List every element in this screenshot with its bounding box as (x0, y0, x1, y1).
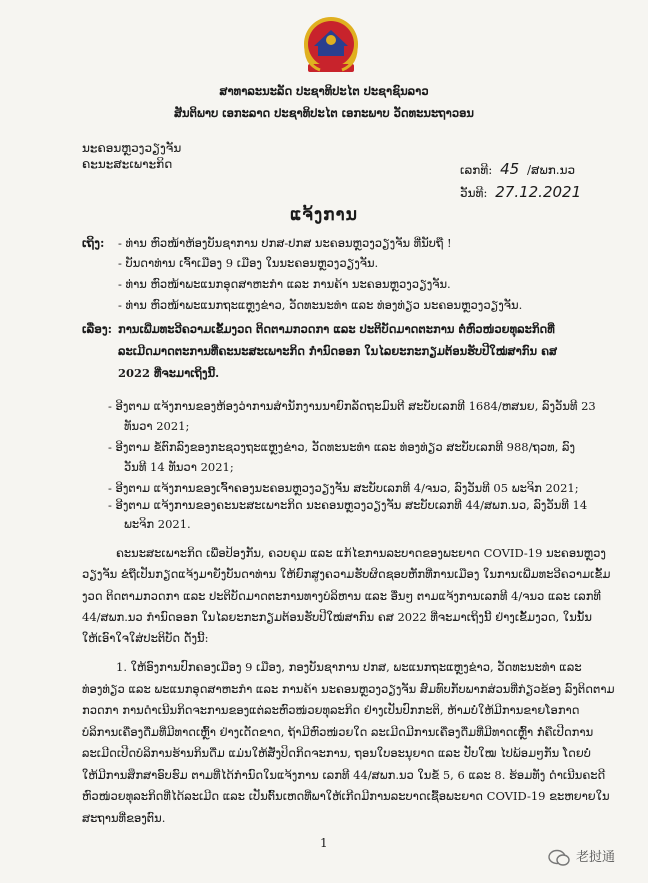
reference-item: - ອີງຕາມ ແຈ້ງການຂອງຫ້ອງວ່າການສຳນັກງານນາຍົກລັດຖະມົນຕີ ສະບັບເລກທີ 1684/ຫສນຍ, ລົງວັນທີ 23 (108, 399, 596, 413)
document-date-label: ວັນທີ: (460, 186, 488, 200)
body-paragraph-line: ຄະນະສະເພາະກິດ ເພື່ອປ້ອງກັນ, ຄວບຄຸມ ແລະ ແກ້ໄຂການລະບາດຂອງພະຍາດ COVID-19 ນະຄອນຫຼວງ (116, 546, 606, 560)
header-motto: ສັນຕິພາບ ເອກະລາດ ປະຊາທິປະໄຕ ເອກະພາບ ວັດທະນະຖາວອນ (173, 106, 475, 120)
document-title: ແຈ້ງການ (290, 205, 358, 225)
document-number (460, 160, 575, 178)
body-paragraph-line: 44/ສພກ.ນວ ກຳນົດອອກ ໃນໄລຍະກະກຽມຕ້ອນຮັບປີໃໝ່ສາກົນ ຄສ 2022 ທີ່ຈະມາເຖິງນີ້ ຢ່າງເຂັ້ມງວດ, ໃນນັ້ນ (82, 610, 592, 624)
subject-label: ເລື່ອງ: (82, 322, 113, 336)
reference-item-continued: ພະຈິກ 2021. (124, 517, 191, 531)
subject-line: 2022 ທີ່ຈະມາເຖິງນີ້. (118, 366, 220, 380)
body-paragraph-line: ໃຫ້ເອົາໃຈໃສ່ປະຕິບັດ ດັ່ງນີ້: (82, 631, 209, 645)
chat-bubble-icon (548, 849, 570, 867)
body-paragraph-line: ງວດ ຕິດຕາມກວດກາ ແລະ ປະຕິບັດມາດຕະການທາງບໍລິຫານ ແລະ ອື່ນໆ ຕາມແຈ້ງການເລກທີ 4/ຈນວ ແລະ ເລກທີ (82, 589, 601, 603)
reference-item-continued: ວັນທີ 14 ທັນວາ 2021; (124, 460, 234, 474)
reference-item: - ອີງຕາມ ແຈ້ງການຂອງເຈົ້າຄອງນະຄອນຫຼວງວຽງຈັນ ສະບັບເລກທີ 4/ຈນວ, ລົງວັນທີ 05 ພະຈິກ 2021; (108, 481, 579, 495)
document-number-label: ເລກທີ: (460, 163, 493, 177)
org-city: ນະຄອນຫຼວງວຽງຈັນ (82, 141, 182, 155)
document-number-value: 45 (500, 160, 520, 178)
item-1-line: ທ່ອງທ່ຽວ ແລະ ພະແນກອຸດສາຫະກຳ ແລະ ການຄ້າ ນະຄອນຫຼວງວຽງຈັນ ສົມທົບກັບພາກສ່ວນທີ່ກ່ຽວຂ້ອງ ລົງຕິດຕາມ (82, 682, 615, 696)
header-country: ສາທາລະນະລັດ ປະຊາທິປະໄຕ ປະຊາຊົນລາວ (219, 84, 429, 98)
document-date-value: 27.12.2021 (495, 183, 582, 201)
recipients-label: ເຖິງ: (82, 236, 105, 250)
body-paragraph-line: ວຽງຈັນ ຂໍຖືເປັນກຽດແຈ້ງມາຍັງບັນດາທ່ານ ໃຫ້ຍົກສູງຄວາມຮັບຜິດຊອບຫັກທີ່ການເມືອງ ໃນການເພີ່ມທະວີຄວາມເຂັ້ມ (82, 567, 611, 581)
item-1-line: ກວດກາ ການດຳເນີນກິດຈະການຂອງແຕ່ລະຫົວໜ່ວຍທຸລະກິດ ຢ່າງເປັນປົກກະຕິ, ຫ້າມບໍ່ໃຫ້ມີການຂາຍໂອກາດ (82, 703, 580, 717)
reference-item: - ອີງຕາມ ຂໍ້ຕົກລົງຂອງກະຊວງຖະແຫຼງຂ່າວ, ວັດທະນະທຳ ແລະ ທ່ອງທ່ຽວ ສະບັບເລກທີ 988/ຖວທ, ລົງ (108, 440, 576, 454)
document-date (460, 183, 585, 201)
recipient-item: - ທ່ານ ຫົວໜ້າພະແນກຖະແຫຼງຂ່າວ, ວັດທະນະທຳ ແລະ ທ່ອງທ່ຽວ ນະຄອນຫຼວງວຽງຈັນ. (118, 298, 523, 312)
recipient-item: - ບັນດາທ່ານ ເຈົ້າເມືອງ 9 ເມືອງ ໃນນະຄອນຫຼວງວຽງຈັນ. (118, 256, 379, 270)
item-1-line: ບໍລິການເຄື່ອງດື່ມທີ່ມີທາດເຫຼົ້າ ຢ່າງເດັດຂາດ, ຖ້າມີຫົວໜ່ວຍໃດ ລະເມີດມີການເຄື່ອງດື່ມທີ່ມີທາດເຫຼົ້າ ກໍ່ຄືເປີດການ (82, 725, 594, 739)
document-number-suffix: /ສພກ.ນວ (527, 163, 576, 177)
item-1-line: 1. ໃຫ້ອົງການປົກຄອງເມືອງ 9 ເມືອງ, ກອງບັນຊາການ ປກສ, ພະແນກຖະແຫຼງຂ່າວ, ວັດທະນະທຳ ແລະ (116, 660, 582, 674)
watermark-text: 老挝通 (576, 850, 616, 865)
item-1-line: ໃຫ້ມີການສຶກສາອົບຮົມ ຕາມທີ່ໄດ້ກຳນົດໃນແຈ້ງການ ເລກທີ 44/ສພກ.ນວ ໃນຂໍ້ 5, 6 ແລະ 8. ຮ້ອມທັງ ດຳເນີນຄະດີ (82, 768, 606, 782)
recipient-item: - ທ່ານ ຫົວໜ້າພະແນກອຸດສາຫະກຳ ແລະ ການຄ້າ ນະຄອນຫຼວງວຽງຈັນ. (118, 277, 451, 291)
reference-item: - ອີງຕາມ ແຈ້ງການຂອງຄະນະສະເພາະກິດ ນະຄອນຫຼວງວຽງຈັນ ສະບັບເລກທີ 44/ສພກ.ນວ, ລົງວັນທີ 14 (108, 498, 588, 512)
page-number: 1 (320, 836, 328, 850)
org-committee: ຄະນະສະເພາະກິດ (82, 157, 173, 171)
item-1-line: ສະຖານທີ່ຂອງຕົນ. (82, 811, 166, 825)
recipient-item: - ທ່ານ ຫົວໜ້າຫ້ອງບັນຊາການ ປກສ-ປກສ ນະຄອນຫຼວງວຽງຈັນ ທີ່ນັບຖື ! (118, 236, 452, 250)
subject-line: ລະເມີດມາດຕະການທີ່ຄະນະສະເພາະກິດ ກຳນົດອອກ ໃນໄລຍະກະກຽມຕ້ອນຮັບປີໃໝ່ສາກົນ ຄສ (118, 344, 558, 358)
reference-item-continued: ທັນວາ 2021; (124, 419, 190, 433)
subject-line: ການເພີ່ມທະວີຄວາມເຂັ້ມງວດ ຕິດຕາມກວດກາ ແລະ ປະຕິບັດມາດຕະການ ຕໍ່ຫົວໜ່ວຍທຸລະກິດທີ່ (118, 322, 555, 336)
watermark (548, 846, 615, 867)
item-1-line: ຫົວໜ່ວຍທຸລະກິດທີ່ໄດ້ລະເມີດ ແລະ ເປັນຕົ້ນເຫດທີ່ພາໃຫ້ເກີດມີການລະບາດເຊື້ອພະຍາດ COVID-19 ຂະຫຍາຍໃນ (82, 789, 610, 803)
item-1-line: ລະເມີດເປີດບໍລິການຮ້ານກິນດື່ມ ແມ່ນໃຫ້ສັ່ງປິດກິດຈະການ, ຖອນໃບອະນຸຍາດ ແລະ ປັບໃໝ ໄປພ້ອມໆກັນ ໂດຍບໍ່ (82, 746, 591, 760)
national-emblem-icon (300, 12, 362, 80)
